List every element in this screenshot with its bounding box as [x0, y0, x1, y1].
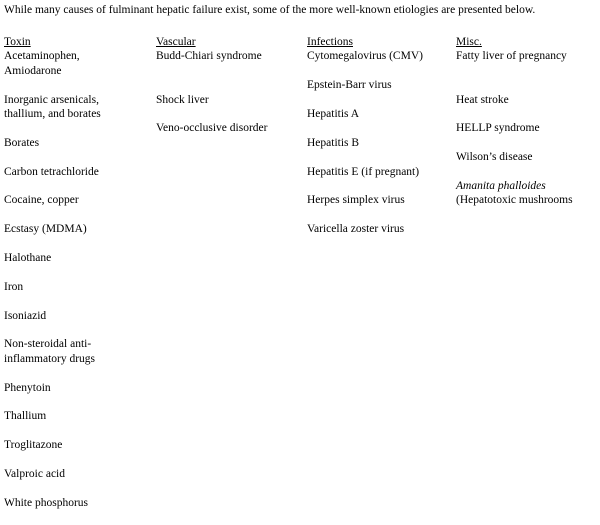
list-item: Non-steroidal anti-inflammatory drugs [4, 338, 96, 365]
list-item: Varicella zoster virus [307, 223, 405, 236]
list-item: Isoniazid [4, 309, 47, 322]
list-item: Shock liver [156, 93, 209, 106]
list-item: Cytomegalovirus (CMV) [307, 50, 423, 63]
list-item: Borates [4, 136, 40, 149]
list-item: Wilson’s disease [456, 151, 533, 164]
list-item: Heat stroke [456, 93, 509, 106]
list-item: Inorganic arsenicals, thallium, and borates [4, 93, 101, 121]
toxin-header: Toxin [4, 36, 31, 48]
list-item: Phenytoin [4, 381, 51, 394]
list-item: Epstein-Barr virus [307, 79, 392, 92]
amanita-note: (Hepatotoxic mushrooms [456, 194, 573, 207]
list-item: Troglitazone [4, 439, 63, 452]
list-item: Cocaine, copper [4, 194, 79, 207]
list-item: Veno-occlusive disorder [156, 122, 268, 135]
list-item: Halothane [4, 252, 52, 264]
list-item: Carbon tetrachloride [4, 165, 99, 178]
list-item: Thallium [4, 410, 47, 423]
list-item: Hepatitis E (if pregnant) [307, 165, 420, 178]
list-item: Hepatitis A [307, 108, 360, 120]
list-item: Fatty liver of pregnancy [456, 50, 567, 63]
list-item: HELLP syndrome [456, 122, 540, 135]
list-item: Hepatitis B [307, 136, 360, 149]
list-item: Valproic acid [4, 467, 65, 480]
infections-column [307, 35, 457, 251]
vascular-column [156, 35, 306, 150]
misc-header: Misc. [456, 36, 482, 48]
infections-header: Infections [307, 36, 353, 48]
toxin-column [4, 35, 144, 525]
list-item: Herpes simplex virus [307, 194, 405, 207]
list-item-amanita [456, 179, 600, 208]
list-item: Acetaminophen, Amiodarone [4, 50, 80, 77]
amanita-name: Amanita phalloides [456, 180, 546, 192]
list-item: White phosphorus [4, 496, 89, 509]
list-item: Budd-Chiari syndrome [156, 50, 262, 63]
misc-column [456, 35, 600, 222]
list-item: Iron [4, 280, 24, 293]
intro-text: While many causes of fulminant hepatic failure exist, some of the more well-known etiologies are presented below. [4, 4, 536, 16]
list-item: Ecstasy (MDMA) [4, 223, 87, 236]
vascular-header: Vascular [156, 36, 196, 48]
